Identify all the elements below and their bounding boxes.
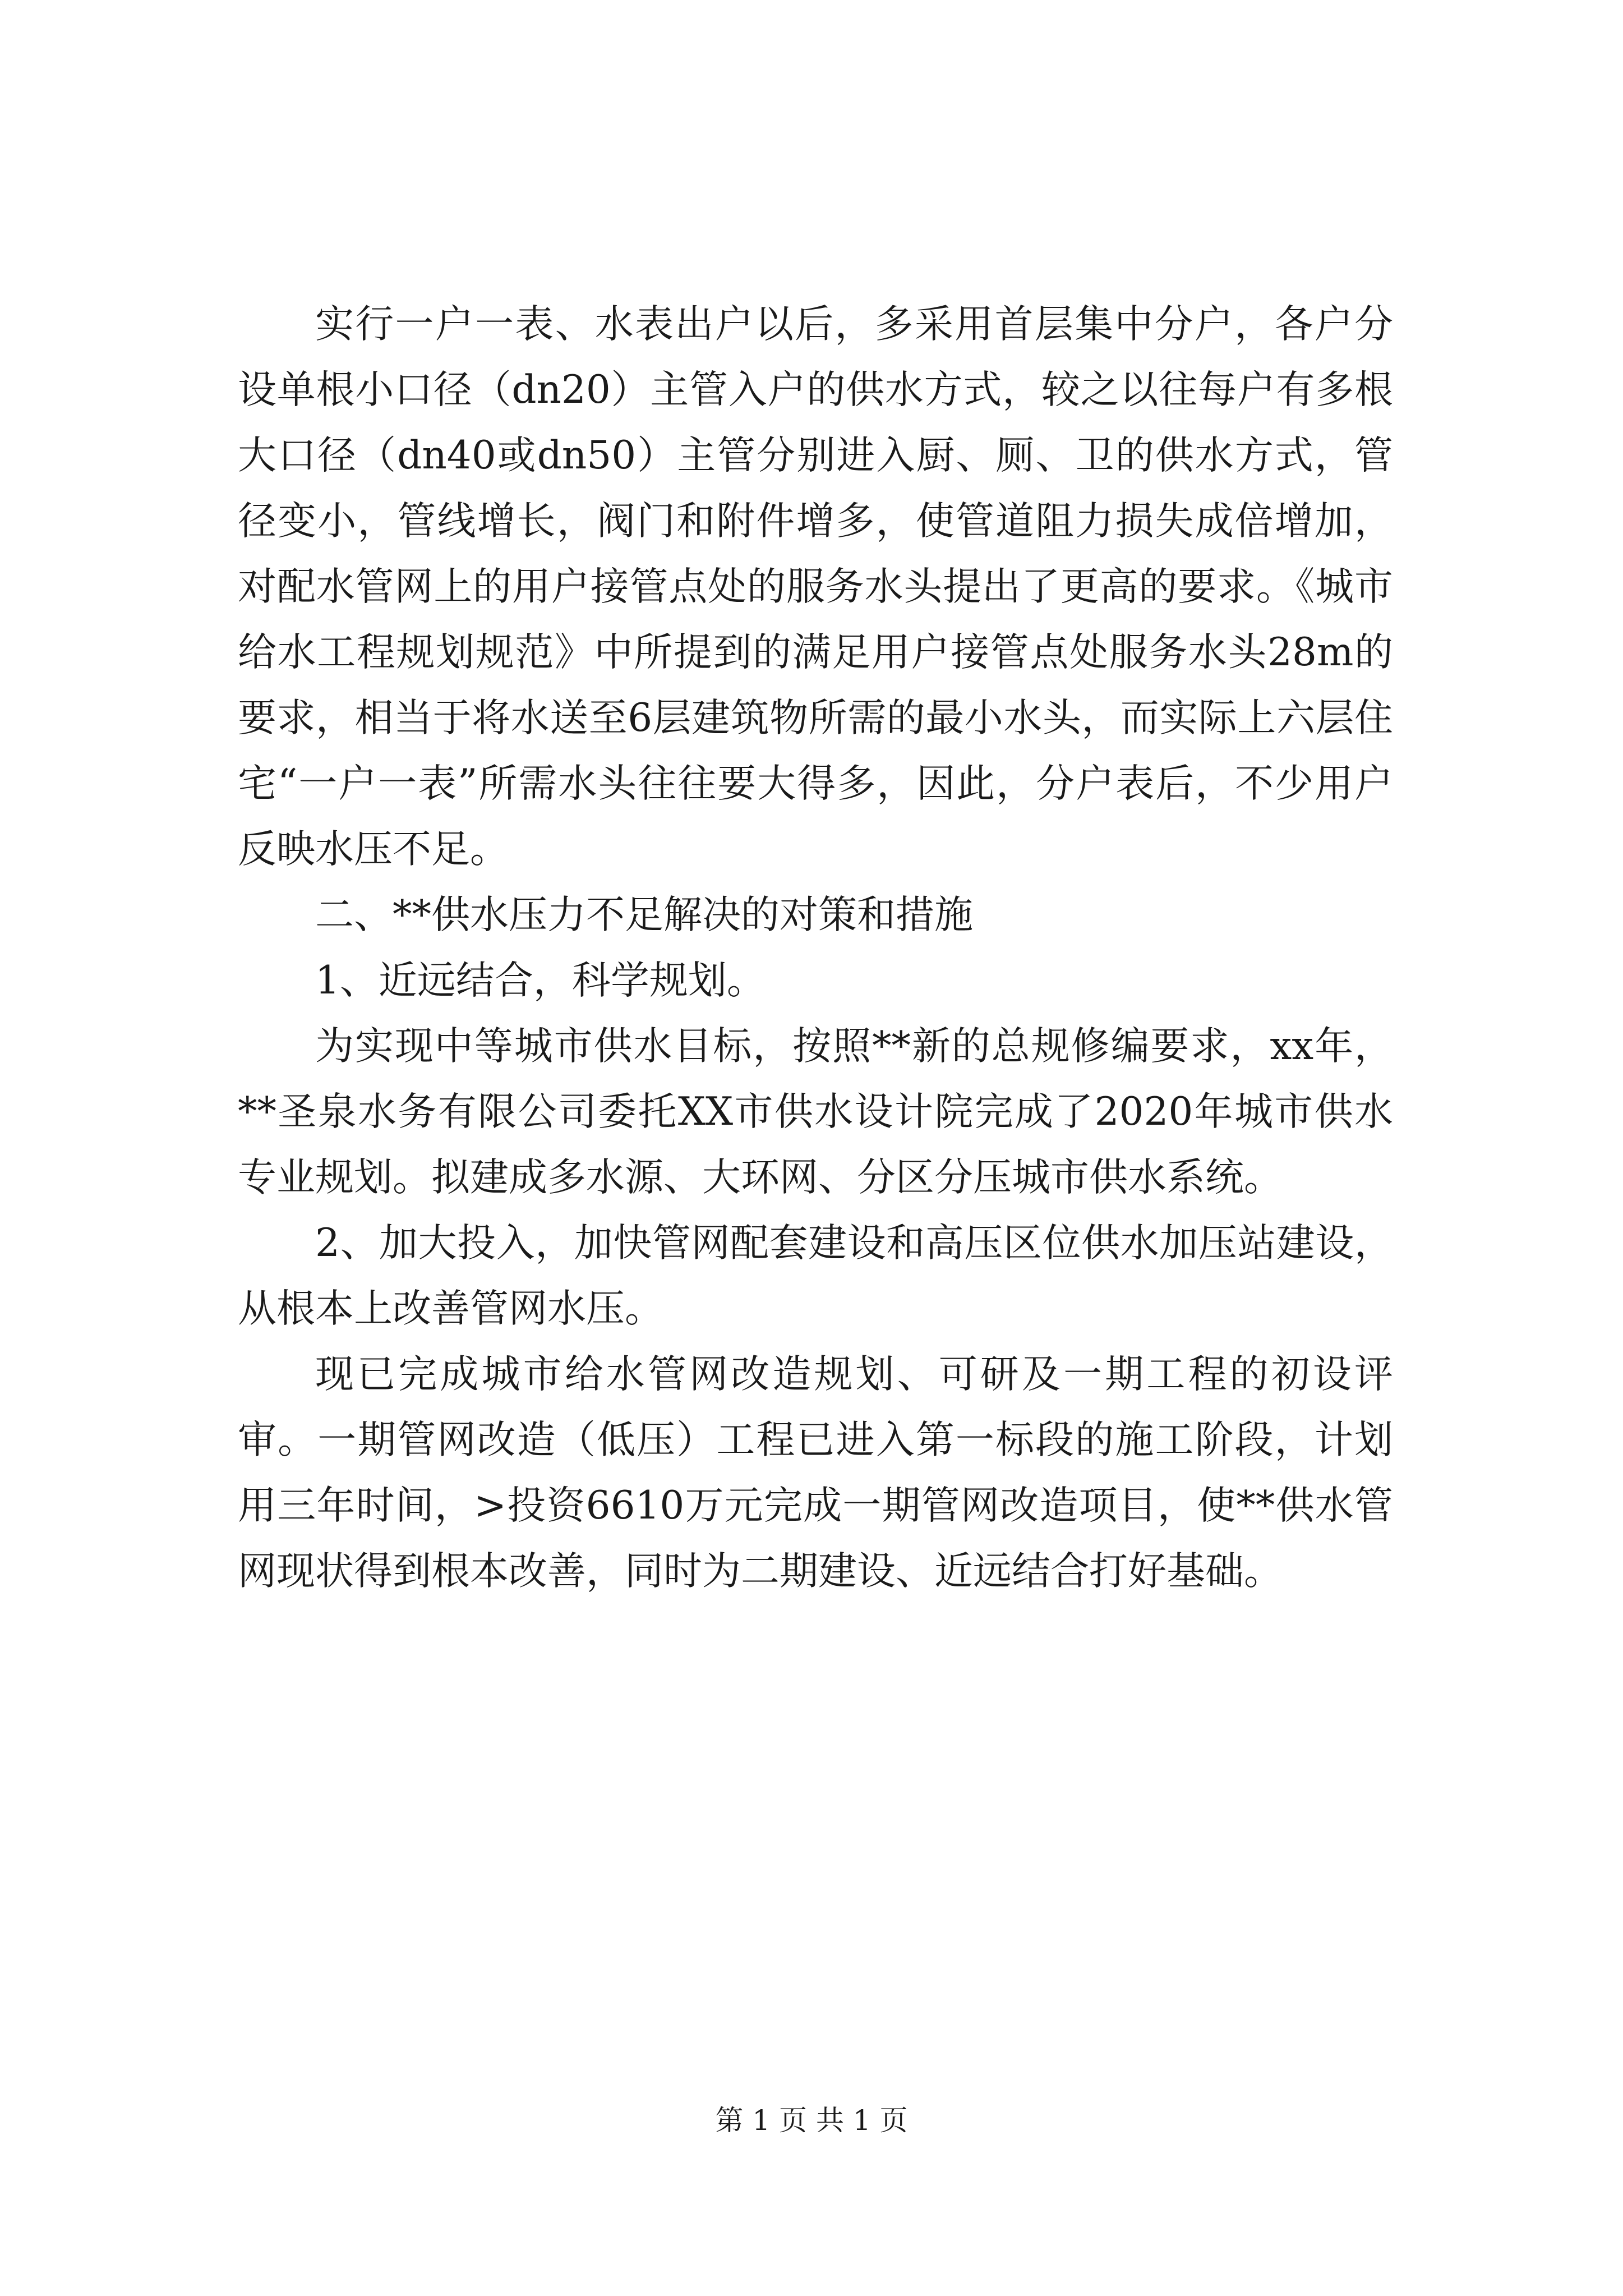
paragraph-water-pressure-background: 实行一户一表、水表出户以后，多采用首层集中分户，各户分设单根小口径（dn20）主管入户的供水方式，较之以往每户有多根大口径（dn40或dn50）主管分别进入厨、厕、卫的供水方式，管径变小，管线增长，阀门和附件增多，使管道阻力损失成倍增加，对配水管网上的用户接管点处的服务水头提出了更高的要求。《城市给水工程规划规范》中所提到的满足用户接管点处服务水头28m的要求，相当于将水送至6层建筑物所需的最小水头，而实际上六层住宅“一户一表”所需水头往往要大得多，因此，分户表后，不少用户反映水压不足。 xyxy=(238,302,1393,872)
paragraph-investment: 现已完成城市给水管网改造规划、可研及一期工程的初设评审。一期管网改造（低压）工程已进入第一标段的施工阶段，计划用三年时间，>投资6610万元完成一期管网改造项目，使**供水管网现状得到根本改善，同时为二期建设、近远结合打好基础。 xyxy=(238,1352,1393,1594)
section-heading-countermeasures: 二、**供水压力不足解决的对策和措施 xyxy=(315,892,973,937)
subheading-planning: 1、近远结合，科学规划。 xyxy=(315,958,766,1003)
paragraph-planning: 为实现中等城市供水目标，按照**新的总规修编要求，xx年，**圣泉水务有限公司委托XX市供水设计院完成了2020年城市供水专业规划。拟建成多水源、大环网、分区分压城市供水系统。 xyxy=(238,1024,1393,1200)
page-footer: 第 1 页 共 1 页 xyxy=(715,2104,908,2137)
subheading-investment: 2、加大投入，加快管网配套建设和高压区位供水加压站建设，从根本上改善管网水压。 xyxy=(238,1221,1393,1331)
document-body xyxy=(238,292,1393,1604)
